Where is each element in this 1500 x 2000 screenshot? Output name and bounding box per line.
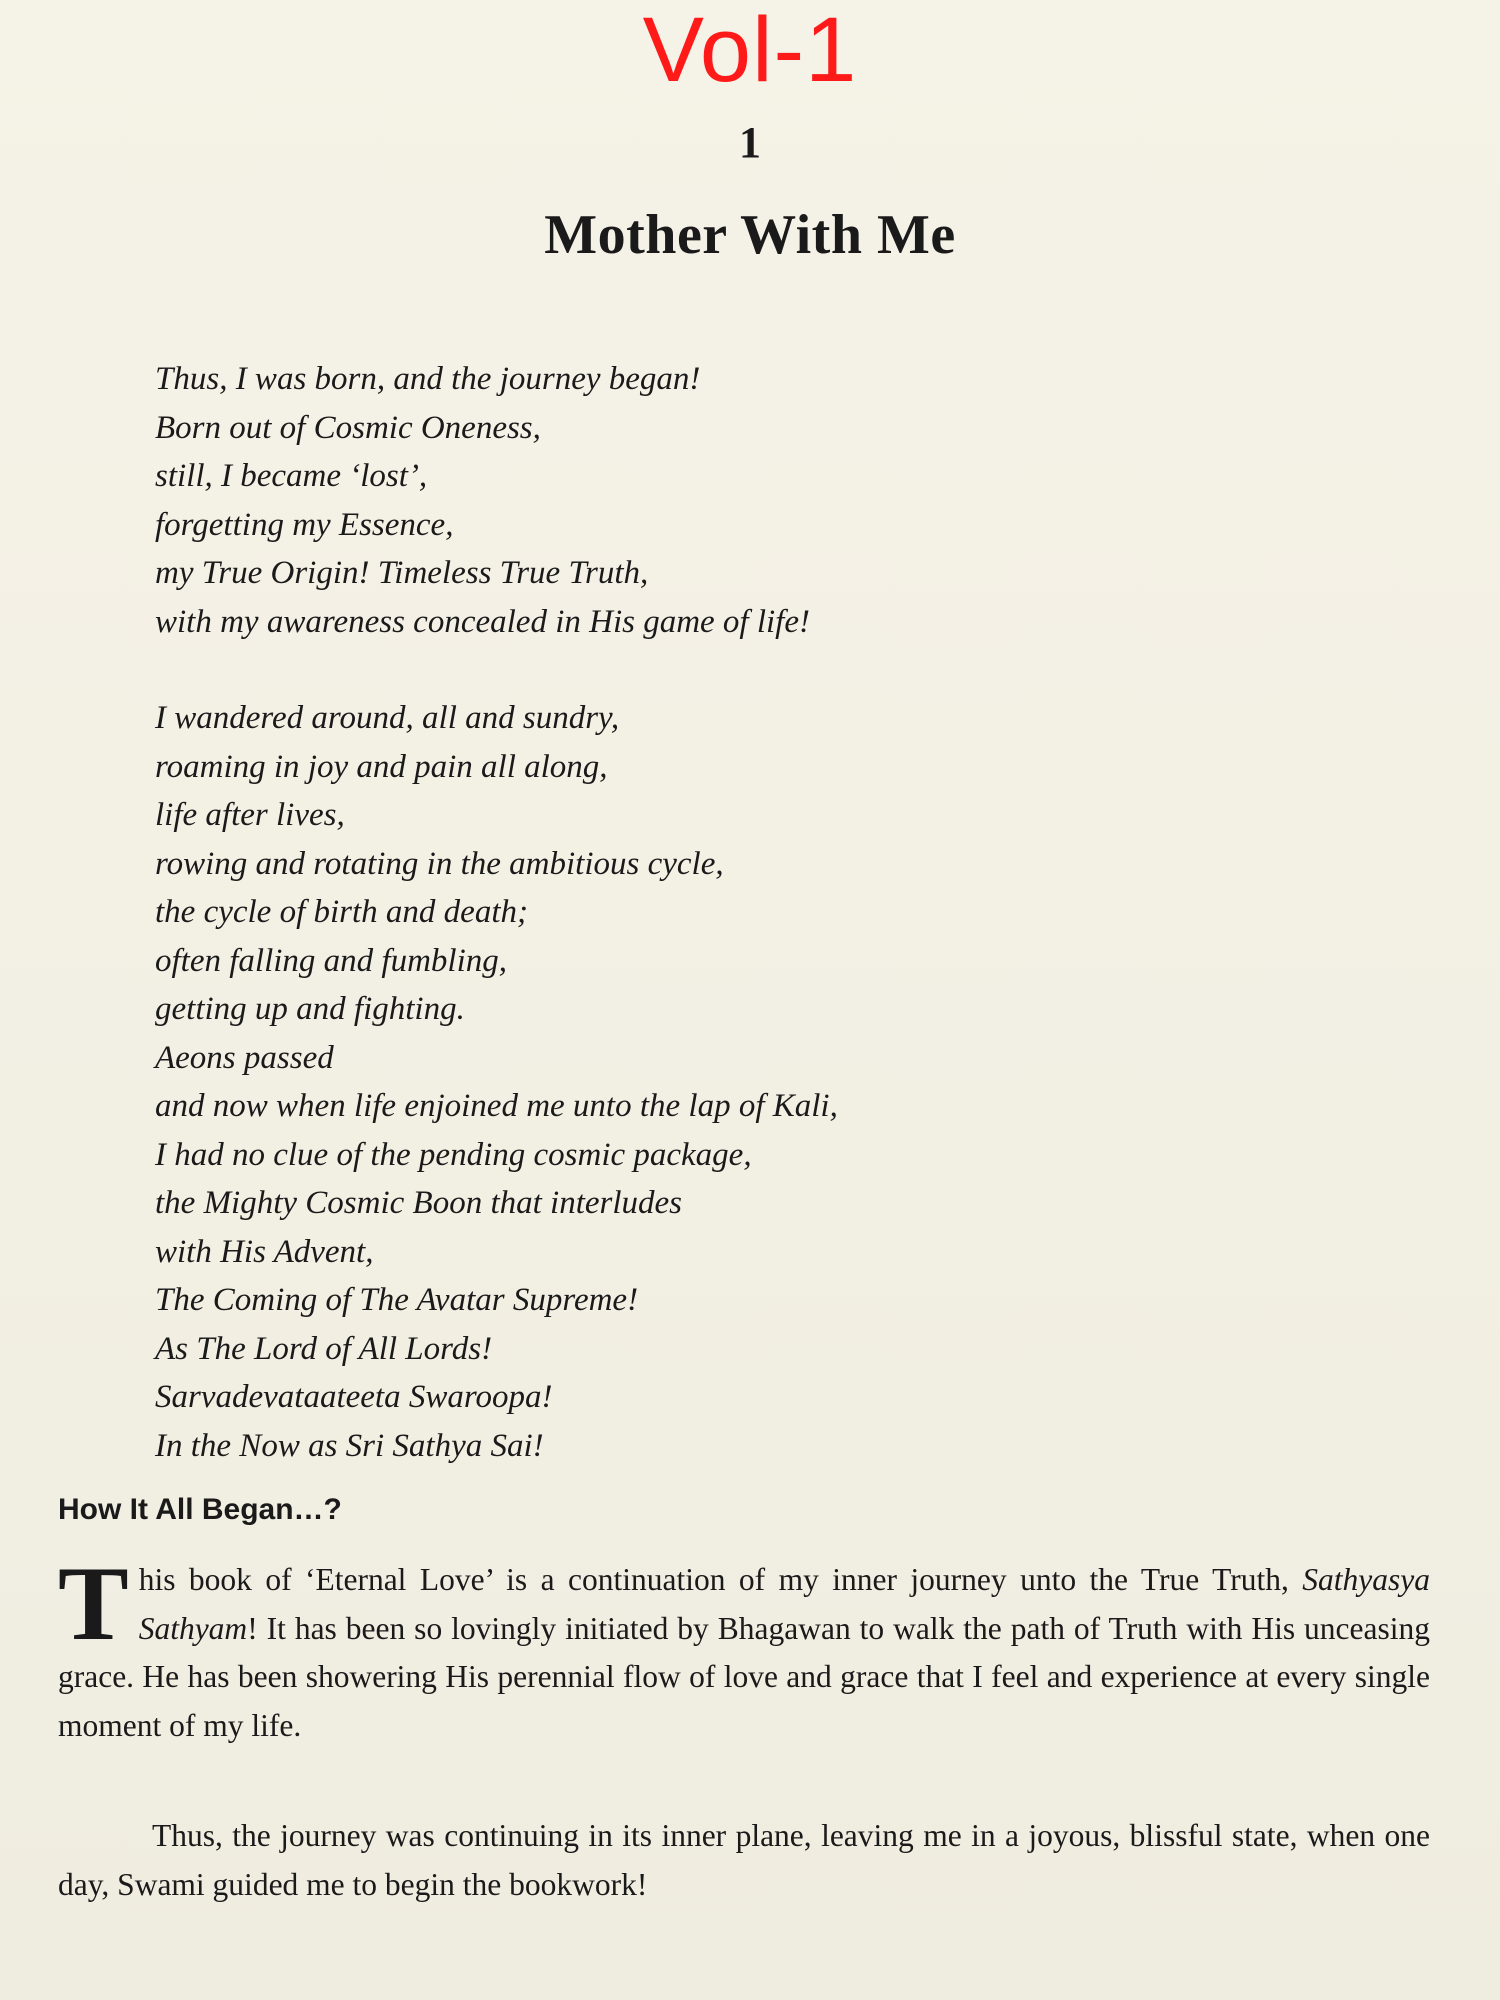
poem-line: Aeons passed — [155, 1039, 334, 1076]
volume-label: Vol-1 — [642, 0, 858, 101]
poem-line: I had no clue of the pending cosmic package, — [155, 1136, 752, 1173]
poem-line: life after lives, — [155, 797, 345, 833]
poem-line: often falling and fumbling, — [155, 942, 507, 979]
chapter-title: Mother With Me — [544, 204, 956, 266]
paragraph-text: ! It has been so lovingly initiated by Bhagawan to walk the path of Truth with His unceasing grace. He has been showering His perennial flow of love and grace that I feel and experience at every single moment of my life. — [58, 1610, 1430, 1743]
poem-line: The Coming of The Avatar Supreme! — [155, 1282, 639, 1318]
drop-cap-letter: T — [58, 1545, 129, 1662]
poem-line: with His Advent, — [155, 1233, 374, 1270]
poem-line: Thus, I was born, and the journey began! — [155, 361, 701, 397]
poem-line: with my awareness concealed in His game of life! — [155, 603, 810, 640]
poem-line: rowing and rotating in the ambitious cycle, — [155, 845, 724, 882]
paragraph-italic-text: Sathyasya Sathyam — [138, 1562, 1430, 1646]
poem-line: I wandered around, all and sundry, — [155, 700, 620, 736]
poem-stanza-2 — [155, 694, 1355, 1470]
paragraph-1 — [58, 1545, 1430, 1750]
poem-line: forgetting my Essence, — [155, 506, 454, 543]
poem-line: my True Origin! Timeless True Truth, — [155, 555, 649, 591]
poem-line: the Mighty Cosmic Boon that interludes — [155, 1185, 683, 1221]
poem-stanza-1 — [155, 355, 1355, 646]
poem-line: In the Now as Sri Sathya Sai! — [155, 1427, 544, 1464]
paragraph-2: Thus, the journey was continuing in its inner plane, leaving me in a joyous, blissful state, when one day, Swami guided me to begin the bookwork! — [58, 1818, 1430, 1902]
poem-line: the cycle of birth and death; — [155, 894, 528, 930]
poem-line: roaming in joy and pain all along, — [155, 748, 608, 785]
chapter-number: 1 — [739, 118, 761, 167]
poem-line: Sarvadevataateeta Swaroopa! — [155, 1379, 553, 1415]
section-heading: How It All Began…? — [58, 1493, 342, 1526]
paragraph-text: his book of ‘Eternal Love’ is a continuation of my inner journey unto the True Truth, — [138, 1562, 1303, 1597]
poem-line: Born out of Cosmic Oneness, — [155, 409, 541, 446]
poem-line: As The Lord of All Lords! — [155, 1330, 493, 1367]
poem-line: getting up and fighting. — [155, 991, 465, 1027]
poem-line: still, I became ‘lost’, — [155, 458, 428, 494]
poem-line: and now when life enjoined me unto the lap of Kali, — [155, 1088, 838, 1124]
